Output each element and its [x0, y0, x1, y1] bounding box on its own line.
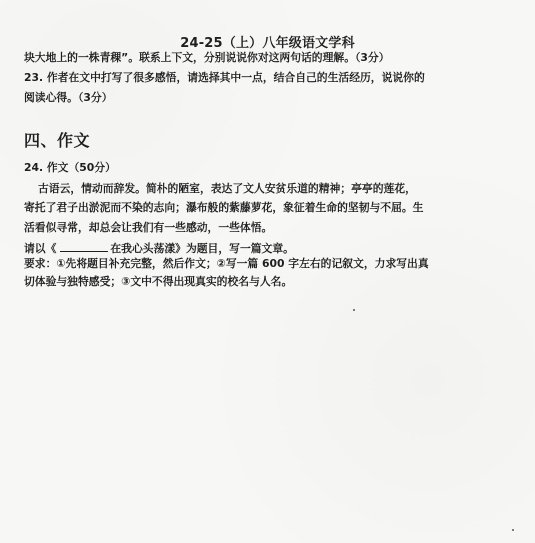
essay-paragraph-line-2: 寄托了君子出淤泥而不染的志向；瀑布般的紫藤萝花，象征着生命的坚韧与不屈。生 — [24, 201, 424, 214]
page-header: 24-25（上）八年级语文学科 — [180, 36, 355, 51]
requirement-line-1: 要求：①先将题目补充完整，然后作文；②写一篇 600 字左右的记叙文，力求写出真 — [24, 257, 429, 270]
scan-speck — [353, 309, 355, 311]
section-title: 四、作文 — [24, 131, 91, 150]
essay-label: 24. 作文（50分） — [24, 161, 116, 174]
prompt-prefix: 请以《 — [24, 242, 57, 255]
question-line-3: 阅读心得。（3分） — [24, 91, 113, 104]
title-blank — [60, 241, 108, 252]
prompt-suffix: 在我心头荡漾》为题目，写一篇文章。 — [110, 242, 294, 255]
requirement-line-2: 切体验与独特感受；③文中不得出现真实的校名与人名。 — [24, 275, 293, 288]
essay-paragraph-line-1: 古语云，情动而辞发。简朴的陋室，表达了文人安贫乐道的精神；亭亭的莲花， — [38, 182, 416, 195]
question-line-1: 块大地上的一株青稞”。联系上下文，分别说说你对这两句话的理解。（3分） — [24, 51, 390, 64]
essay-prompt — [24, 241, 514, 255]
scan-speck-corner — [512, 529, 514, 531]
essay-paragraph-line-3: 活看似寻常，却总会让我们有一些感动，一些体悟。 — [24, 221, 273, 234]
question-line-2: 23. 作者在文中打写了很多感悟，请选择其中一点，结合自己的生活经历，说说你的 — [24, 71, 425, 84]
